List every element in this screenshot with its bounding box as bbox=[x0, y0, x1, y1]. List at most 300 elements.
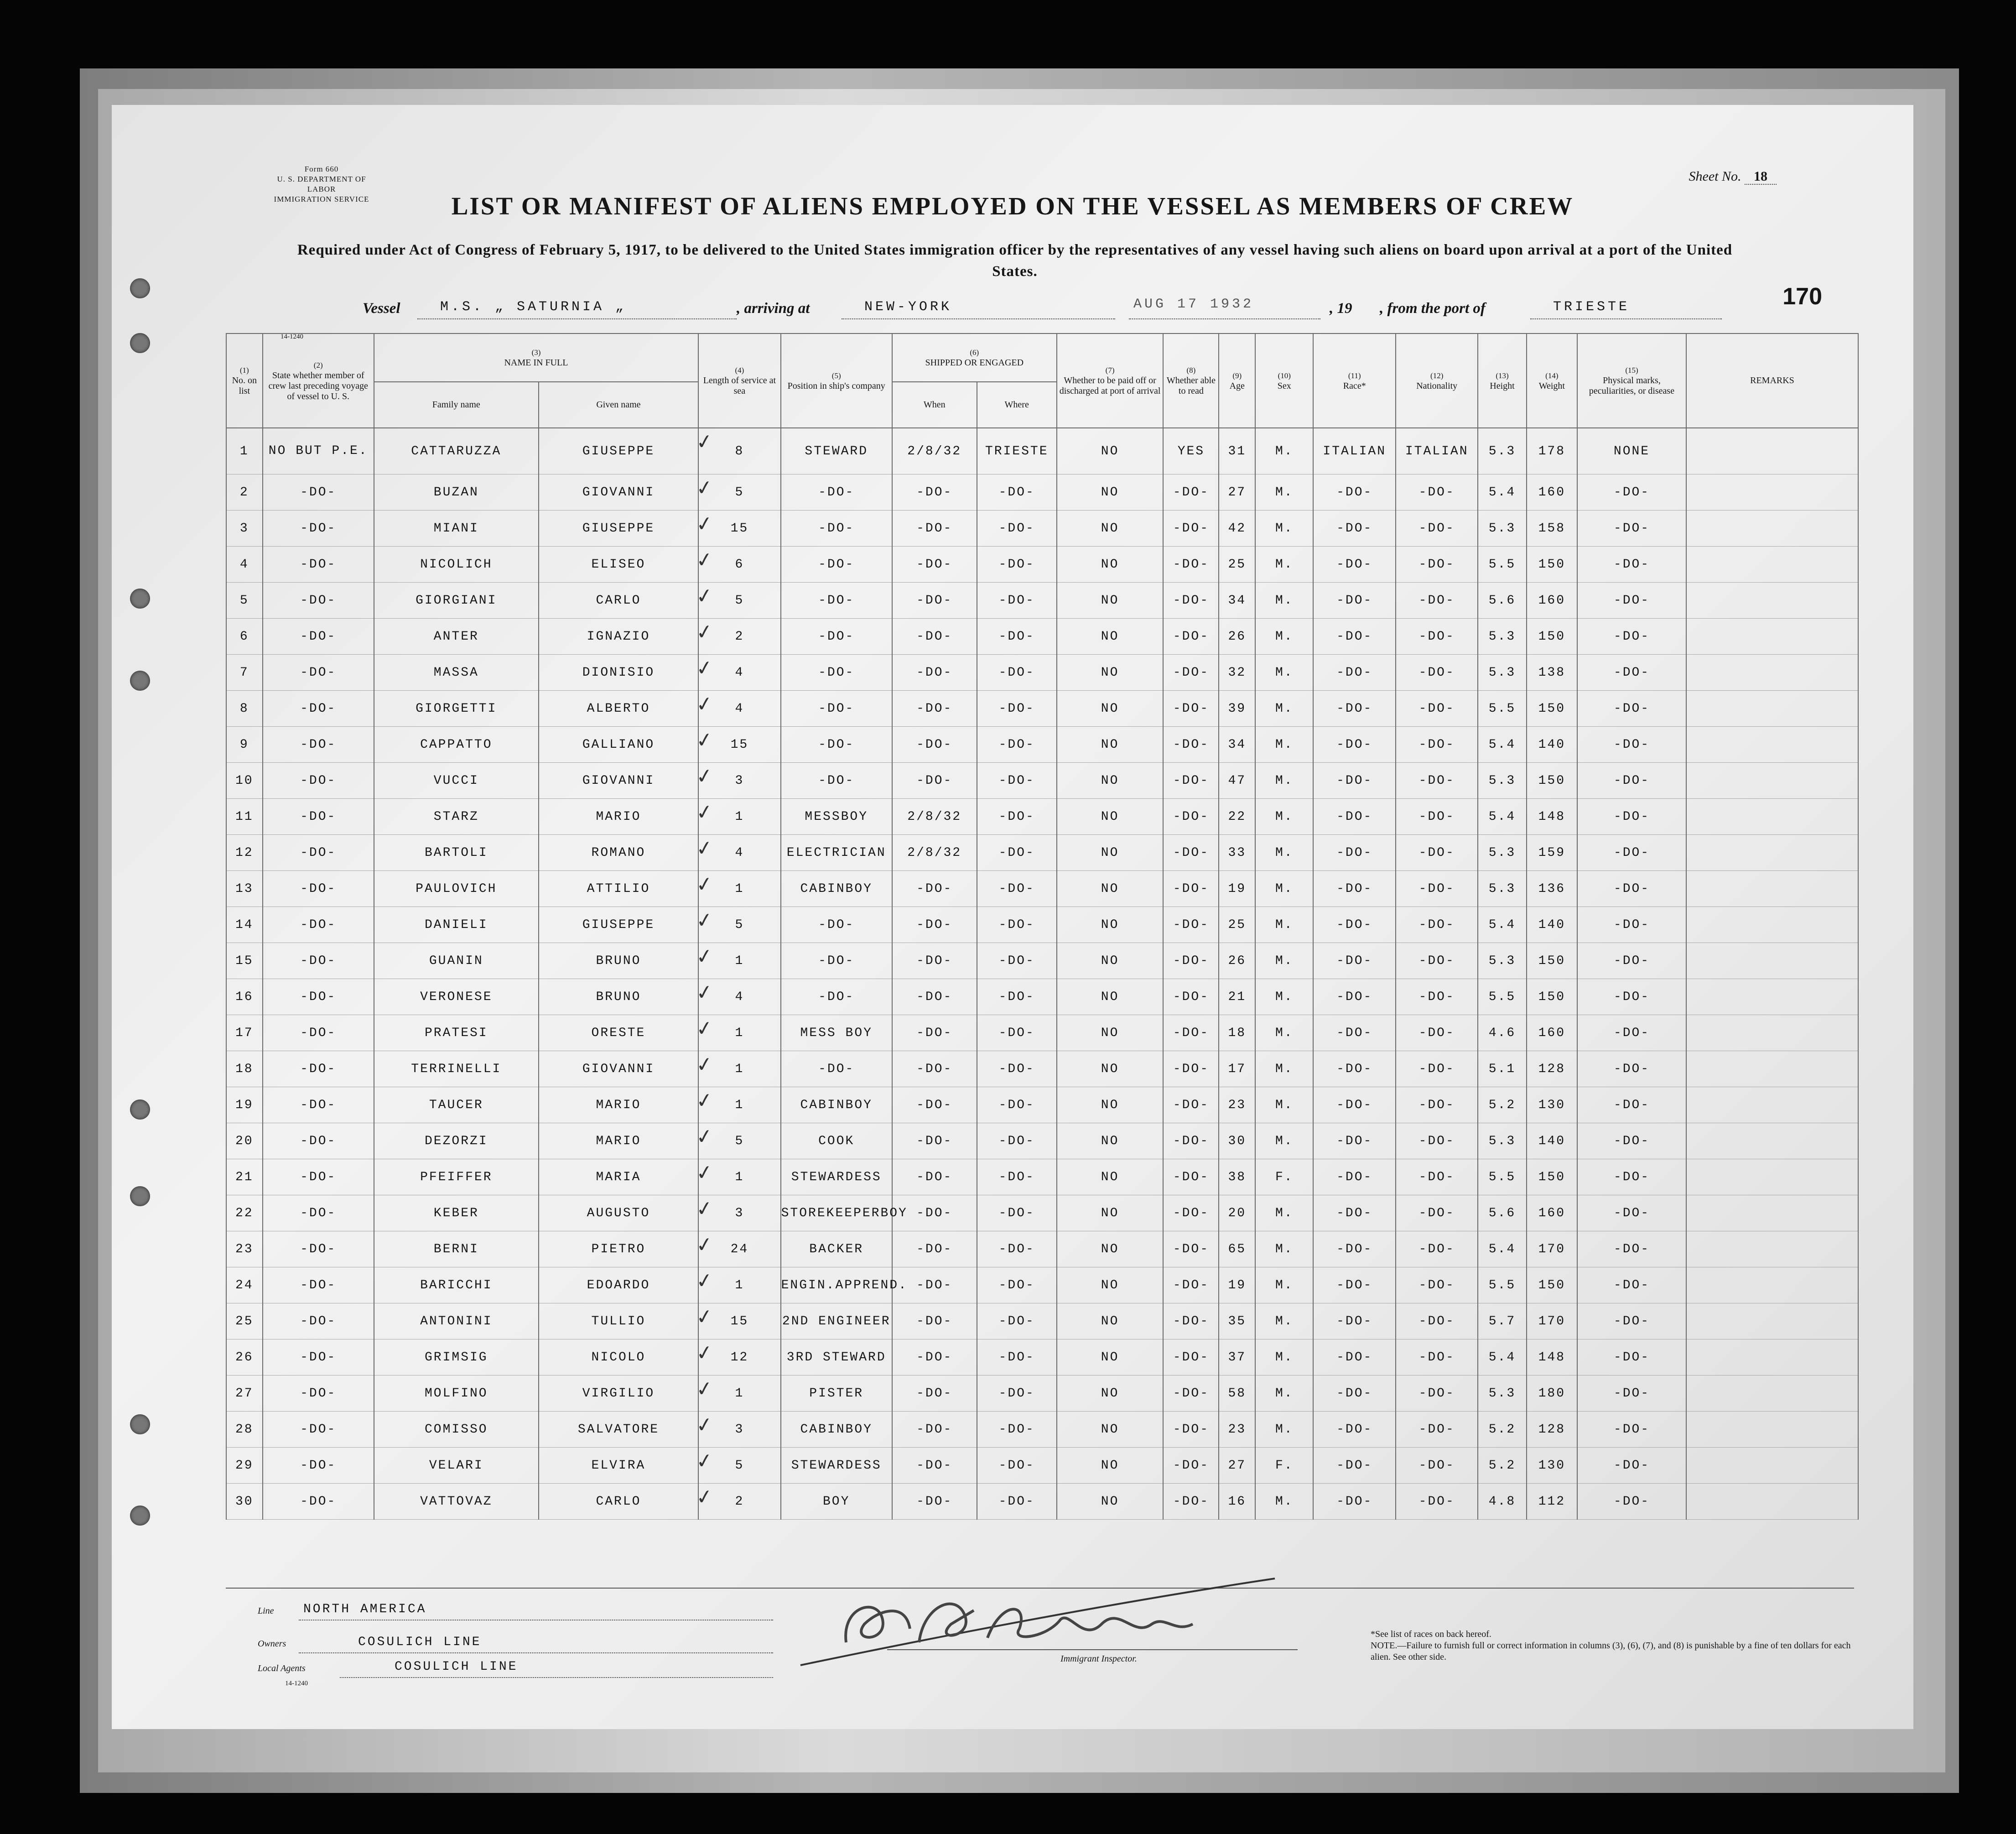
cell-nationality: -DO- bbox=[1396, 1231, 1478, 1267]
cell-given: EDOARDO bbox=[539, 1267, 698, 1303]
table-row bbox=[226, 907, 1858, 943]
cell-nationality: ITALIAN bbox=[1396, 428, 1478, 474]
table-row bbox=[226, 691, 1858, 727]
check-mark-icon: ✓ bbox=[694, 429, 716, 455]
cell-position: STEWARDESS bbox=[781, 1159, 892, 1195]
cell-paid: NO bbox=[1057, 655, 1164, 691]
cell-family: MOLFINO bbox=[374, 1376, 539, 1412]
col-header-service: (4) Length of service at sea bbox=[698, 333, 780, 428]
cell-sex: M. bbox=[1255, 474, 1313, 511]
cell-height: 5.3 bbox=[1478, 1376, 1526, 1412]
cell-read: -DO- bbox=[1163, 763, 1219, 799]
cell-where: -DO- bbox=[977, 1195, 1057, 1231]
cell-when: -DO- bbox=[892, 943, 977, 979]
col-header-name: (3) NAME IN FULL bbox=[374, 333, 698, 382]
cell-position: PISTER bbox=[781, 1376, 892, 1412]
cell-position: -DO- bbox=[781, 583, 892, 619]
cell-when: -DO- bbox=[892, 1195, 977, 1231]
check-mark-icon: ✓ bbox=[694, 655, 716, 681]
cell-age: 27 bbox=[1219, 474, 1255, 511]
cell-when: -DO- bbox=[892, 691, 977, 727]
cell-no: 29 bbox=[226, 1448, 263, 1484]
cell-height: 5.3 bbox=[1478, 763, 1526, 799]
cell-weight: 136 bbox=[1527, 871, 1577, 907]
cell-family: GIORGIANI bbox=[374, 583, 539, 619]
cell-sex: M. bbox=[1255, 727, 1313, 763]
cell-remarks bbox=[1686, 871, 1858, 907]
cell-paid: NO bbox=[1057, 1159, 1164, 1195]
table-row bbox=[226, 1015, 1858, 1051]
cell-when: -DO- bbox=[892, 1484, 977, 1520]
cell-family: VERONESE bbox=[374, 979, 539, 1015]
cell-weight: 160 bbox=[1527, 583, 1577, 619]
cell-family: VUCCI bbox=[374, 763, 539, 799]
cell-when: -DO- bbox=[892, 871, 977, 907]
cell-given: GIOVANNI bbox=[539, 474, 698, 511]
cell-prev: -DO- bbox=[263, 979, 374, 1015]
cell-remarks bbox=[1686, 428, 1858, 474]
cell-remarks bbox=[1686, 727, 1858, 763]
note-races: *See list of races on back hereof. bbox=[1371, 1629, 1491, 1639]
cell-nationality: -DO- bbox=[1396, 583, 1478, 619]
cell-given: MARIO bbox=[539, 1123, 698, 1159]
cell-height: 5.6 bbox=[1478, 1195, 1526, 1231]
check-mark-icon: ✓ bbox=[694, 980, 716, 1006]
cell-prev: -DO- bbox=[263, 799, 374, 835]
cell-given: AUGUSTO bbox=[539, 1195, 698, 1231]
page-title: LIST OR MANIFEST OF ALIENS EMPLOYED ON THE VESSEL AS MEMBERS OF CREW bbox=[451, 192, 1574, 220]
cell-read: -DO- bbox=[1163, 511, 1219, 547]
cell-height: 5.3 bbox=[1478, 619, 1526, 655]
cell-service: 2 ✓ bbox=[698, 619, 780, 655]
cell-sex: M. bbox=[1255, 583, 1313, 619]
cell-family: TAUCER bbox=[374, 1087, 539, 1123]
cell-weight: 150 bbox=[1527, 763, 1577, 799]
cell-sex: M. bbox=[1255, 691, 1313, 727]
cell-sex: M. bbox=[1255, 1123, 1313, 1159]
cell-prev: -DO- bbox=[263, 763, 374, 799]
cell-remarks bbox=[1686, 619, 1858, 655]
cell-age: 27 bbox=[1219, 1448, 1255, 1484]
cell-service: 1 ✓ bbox=[698, 1159, 780, 1195]
cell-remarks bbox=[1686, 1303, 1858, 1339]
cell-nationality: -DO- bbox=[1396, 1412, 1478, 1448]
cell-service: 5 ✓ bbox=[698, 1123, 780, 1159]
cell-where: -DO- bbox=[977, 1303, 1057, 1339]
cell-remarks bbox=[1686, 1051, 1858, 1087]
cell-paid: NO bbox=[1057, 1195, 1164, 1231]
cell-family: ANTONINI bbox=[374, 1303, 539, 1339]
cell-age: 19 bbox=[1219, 1267, 1255, 1303]
binder-hole bbox=[130, 1414, 150, 1434]
cell-paid: NO bbox=[1057, 1303, 1164, 1339]
cell-remarks bbox=[1686, 1448, 1858, 1484]
cell-height: 5.3 bbox=[1478, 428, 1526, 474]
check-mark-icon: ✓ bbox=[694, 1340, 716, 1366]
cell-age: 17 bbox=[1219, 1051, 1255, 1087]
cell-paid: NO bbox=[1057, 943, 1164, 979]
cell-family: GRIMSIG bbox=[374, 1339, 539, 1376]
cell-nationality: -DO- bbox=[1396, 691, 1478, 727]
check-mark-icon: ✓ bbox=[694, 1232, 716, 1258]
cell-where: -DO- bbox=[977, 691, 1057, 727]
cell-service: 4 ✓ bbox=[698, 979, 780, 1015]
cell-no: 12 bbox=[226, 835, 263, 871]
check-mark-icon: ✓ bbox=[694, 1088, 716, 1114]
cell-age: 47 bbox=[1219, 763, 1255, 799]
cell-where: -DO- bbox=[977, 1231, 1057, 1267]
cell-nationality: -DO- bbox=[1396, 763, 1478, 799]
cell-remarks bbox=[1686, 1339, 1858, 1376]
cell-weight: 159 bbox=[1527, 835, 1577, 871]
cell-age: 20 bbox=[1219, 1195, 1255, 1231]
cell-marks: -DO- bbox=[1577, 1051, 1686, 1087]
cell-no: 28 bbox=[226, 1412, 263, 1448]
cell-age: 25 bbox=[1219, 907, 1255, 943]
cell-age: 16 bbox=[1219, 1484, 1255, 1520]
cell-position: -DO- bbox=[781, 474, 892, 511]
cell-no: 30 bbox=[226, 1484, 263, 1520]
cell-sex: M. bbox=[1255, 1231, 1313, 1267]
cell-given: IGNAZIO bbox=[539, 619, 698, 655]
cell-where: -DO- bbox=[977, 547, 1057, 583]
cell-height: 5.5 bbox=[1478, 691, 1526, 727]
cell-height: 5.3 bbox=[1478, 1123, 1526, 1159]
cell-position: -DO- bbox=[781, 763, 892, 799]
cell-read: -DO- bbox=[1163, 547, 1219, 583]
cell-read: -DO- bbox=[1163, 1051, 1219, 1087]
cell-no: 17 bbox=[226, 1015, 263, 1051]
form-code-bottom: 14-1240 bbox=[285, 1680, 308, 1687]
table-row bbox=[226, 428, 1858, 474]
cell-prev: -DO- bbox=[263, 1376, 374, 1412]
table-row bbox=[226, 619, 1858, 655]
cell-service: 8 ✓ bbox=[698, 428, 780, 474]
footer-agents-value: COSULICH LINE bbox=[395, 1660, 518, 1674]
col-header-age: (9) Age bbox=[1219, 333, 1255, 428]
cell-service: 3 ✓ bbox=[698, 1195, 780, 1231]
cell-no: 14 bbox=[226, 907, 263, 943]
cell-race: -DO- bbox=[1313, 763, 1395, 799]
cell-read: -DO- bbox=[1163, 907, 1219, 943]
cell-marks: -DO- bbox=[1577, 1195, 1686, 1231]
table-row bbox=[226, 1159, 1858, 1195]
cell-service: 4 ✓ bbox=[698, 655, 780, 691]
cell-read: -DO- bbox=[1163, 871, 1219, 907]
cell-when: -DO- bbox=[892, 1376, 977, 1412]
cell-when: -DO- bbox=[892, 1448, 977, 1484]
cell-position: -DO- bbox=[781, 655, 892, 691]
cell-marks: -DO- bbox=[1577, 835, 1686, 871]
cell-when: -DO- bbox=[892, 1231, 977, 1267]
cell-no: 21 bbox=[226, 1159, 263, 1195]
cell-paid: NO bbox=[1057, 1123, 1164, 1159]
cell-weight: 150 bbox=[1527, 979, 1577, 1015]
table-row bbox=[226, 474, 1858, 511]
cell-race: -DO- bbox=[1313, 1087, 1395, 1123]
cell-family: MASSA bbox=[374, 655, 539, 691]
cell-paid: NO bbox=[1057, 1087, 1164, 1123]
cell-no: 9 bbox=[226, 727, 263, 763]
cell-no: 27 bbox=[226, 1376, 263, 1412]
cell-race: -DO- bbox=[1313, 1195, 1395, 1231]
cell-marks: -DO- bbox=[1577, 1159, 1686, 1195]
cell-race: -DO- bbox=[1313, 1267, 1395, 1303]
cell-sex: M. bbox=[1255, 835, 1313, 871]
cell-paid: NO bbox=[1057, 619, 1164, 655]
cell-sex: M. bbox=[1255, 907, 1313, 943]
cell-when: 2/8/32 bbox=[892, 799, 977, 835]
col-header-number: (1) No. on list bbox=[226, 333, 263, 428]
cell-service: 15 ✓ bbox=[698, 1303, 780, 1339]
cell-race: -DO- bbox=[1313, 1051, 1395, 1087]
cell-given: DIONISIO bbox=[539, 655, 698, 691]
cell-service: 5 ✓ bbox=[698, 583, 780, 619]
cell-position: ENGIN.APPREND. bbox=[781, 1267, 892, 1303]
cell-weight: 150 bbox=[1527, 1267, 1577, 1303]
cell-marks: -DO- bbox=[1577, 655, 1686, 691]
cell-family: BUZAN bbox=[374, 474, 539, 511]
cell-weight: 178 bbox=[1527, 428, 1577, 474]
cell-when: -DO- bbox=[892, 1412, 977, 1448]
cell-race: -DO- bbox=[1313, 979, 1395, 1015]
cell-race: -DO- bbox=[1313, 907, 1395, 943]
cell-given: GALLIANO bbox=[539, 727, 698, 763]
footer-owners-label: Owners bbox=[258, 1639, 286, 1649]
cell-paid: NO bbox=[1057, 871, 1164, 907]
cell-where: -DO- bbox=[977, 799, 1057, 835]
col-header-position: (5) Position in ship's company bbox=[781, 333, 892, 428]
cell-sex: M. bbox=[1255, 1015, 1313, 1051]
inspector-label: Immigrant Inspector. bbox=[1060, 1654, 1137, 1664]
check-mark-icon: ✓ bbox=[694, 691, 716, 717]
cell-where: -DO- bbox=[977, 1087, 1057, 1123]
cell-race: -DO- bbox=[1313, 1231, 1395, 1267]
cell-paid: NO bbox=[1057, 1051, 1164, 1087]
cell-weight: 160 bbox=[1527, 1015, 1577, 1051]
cell-age: 25 bbox=[1219, 547, 1255, 583]
cell-family: DANIELI bbox=[374, 907, 539, 943]
cell-position: BOY bbox=[781, 1484, 892, 1520]
cell-nationality: -DO- bbox=[1396, 1123, 1478, 1159]
cell-remarks bbox=[1686, 691, 1858, 727]
cell-sex: F. bbox=[1255, 1159, 1313, 1195]
cell-where: -DO- bbox=[977, 1051, 1057, 1087]
cell-sex: M. bbox=[1255, 763, 1313, 799]
table-row bbox=[226, 1195, 1858, 1231]
cell-no: 24 bbox=[226, 1267, 263, 1303]
cell-where: -DO- bbox=[977, 511, 1057, 547]
cell-race: -DO- bbox=[1313, 1123, 1395, 1159]
cell-age: 23 bbox=[1219, 1412, 1255, 1448]
cell-sex: M. bbox=[1255, 1051, 1313, 1087]
cell-no: 7 bbox=[226, 655, 263, 691]
table-row bbox=[226, 1303, 1858, 1339]
cell-remarks bbox=[1686, 511, 1858, 547]
cell-height: 5.4 bbox=[1478, 474, 1526, 511]
col-header-height: (13) Height bbox=[1478, 333, 1526, 428]
cell-family: NICOLICH bbox=[374, 547, 539, 583]
table-row bbox=[226, 1484, 1858, 1520]
check-mark-icon: ✓ bbox=[694, 1376, 716, 1402]
cell-race: -DO- bbox=[1313, 1376, 1395, 1412]
cell-marks: -DO- bbox=[1577, 691, 1686, 727]
cell-no: 20 bbox=[226, 1123, 263, 1159]
cell-height: 5.5 bbox=[1478, 1159, 1526, 1195]
cell-sex: M. bbox=[1255, 1339, 1313, 1376]
cell-age: 34 bbox=[1219, 727, 1255, 763]
check-mark-icon: ✓ bbox=[694, 511, 716, 537]
cell-paid: NO bbox=[1057, 1339, 1164, 1376]
cell-given: ATTILIO bbox=[539, 871, 698, 907]
cell-where: -DO- bbox=[977, 979, 1057, 1015]
cell-weight: 180 bbox=[1527, 1376, 1577, 1412]
check-mark-icon: ✓ bbox=[694, 1196, 716, 1222]
check-mark-icon: ✓ bbox=[694, 475, 716, 501]
col-header-race: (11) Race* bbox=[1313, 333, 1395, 428]
cell-remarks bbox=[1686, 979, 1858, 1015]
cell-given: MARIA bbox=[539, 1159, 698, 1195]
cell-read: -DO- bbox=[1163, 1267, 1219, 1303]
col-header-when: When bbox=[892, 382, 977, 428]
sheet-number bbox=[1689, 169, 1777, 184]
cell-read: -DO- bbox=[1163, 1087, 1219, 1123]
cell-given: GIUSEPPE bbox=[539, 511, 698, 547]
cell-given: BRUNO bbox=[539, 979, 698, 1015]
cell-given: MARIO bbox=[539, 799, 698, 835]
table-row bbox=[226, 1376, 1858, 1412]
cell-marks: -DO- bbox=[1577, 1484, 1686, 1520]
cell-height: 5.2 bbox=[1478, 1087, 1526, 1123]
check-mark-icon: ✓ bbox=[694, 583, 716, 609]
cell-nationality: -DO- bbox=[1396, 1015, 1478, 1051]
cell-paid: NO bbox=[1057, 1231, 1164, 1267]
cell-where: -DO- bbox=[977, 943, 1057, 979]
cell-position: 3RD STEWARD bbox=[781, 1339, 892, 1376]
check-mark-icon: ✓ bbox=[694, 1412, 716, 1438]
cell-nationality: -DO- bbox=[1396, 907, 1478, 943]
cell-where: -DO- bbox=[977, 835, 1057, 871]
cell-when: -DO- bbox=[892, 474, 977, 511]
cell-sex: M. bbox=[1255, 979, 1313, 1015]
col-header-remarks: REMARKS bbox=[1686, 333, 1858, 428]
cell-paid: NO bbox=[1057, 511, 1164, 547]
cell-age: 42 bbox=[1219, 511, 1255, 547]
form-service: IMMIGRATION SERVICE bbox=[274, 195, 369, 203]
cell-nationality: -DO- bbox=[1396, 727, 1478, 763]
cell-height: 5.6 bbox=[1478, 583, 1526, 619]
cell-where: -DO- bbox=[977, 474, 1057, 511]
cell-where: -DO- bbox=[977, 763, 1057, 799]
cell-age: 30 bbox=[1219, 1123, 1255, 1159]
cell-service: 1 ✓ bbox=[698, 1087, 780, 1123]
cell-prev: -DO- bbox=[263, 511, 374, 547]
cell-where: TRIESTE bbox=[977, 428, 1057, 474]
cell-paid: NO bbox=[1057, 547, 1164, 583]
cell-given: ORESTE bbox=[539, 1015, 698, 1051]
cell-sex: M. bbox=[1255, 1412, 1313, 1448]
cell-height: 5.4 bbox=[1478, 907, 1526, 943]
cell-where: -DO- bbox=[977, 1159, 1057, 1195]
check-mark-icon: ✓ bbox=[694, 1268, 716, 1294]
col-header-physical-marks: (15) Physical marks, peculiarities, or disease bbox=[1577, 333, 1686, 428]
cell-family: STARZ bbox=[374, 799, 539, 835]
arrival-date-stamp: AUG 17 1932 bbox=[1133, 297, 1254, 312]
cell-position: MESS BOY bbox=[781, 1015, 892, 1051]
cell-paid: NO bbox=[1057, 727, 1164, 763]
cell-given: ROMANO bbox=[539, 835, 698, 871]
cell-service: 15 ✓ bbox=[698, 511, 780, 547]
cell-paid: NO bbox=[1057, 428, 1164, 474]
cell-position: ELECTRICIAN bbox=[781, 835, 892, 871]
cell-read: -DO- bbox=[1163, 619, 1219, 655]
cell-race: -DO- bbox=[1313, 474, 1395, 511]
cell-service: 15 ✓ bbox=[698, 727, 780, 763]
cell-nationality: -DO- bbox=[1396, 835, 1478, 871]
cell-marks: -DO- bbox=[1577, 943, 1686, 979]
cell-family: GIORGETTI bbox=[374, 691, 539, 727]
table-row bbox=[226, 1087, 1858, 1123]
cell-nationality: -DO- bbox=[1396, 871, 1478, 907]
cell-read: -DO- bbox=[1163, 1015, 1219, 1051]
cell-nationality: -DO- bbox=[1396, 1087, 1478, 1123]
cell-given: CARLO bbox=[539, 583, 698, 619]
cell-where: -DO- bbox=[977, 583, 1057, 619]
cell-nationality: -DO- bbox=[1396, 1195, 1478, 1231]
cell-marks: -DO- bbox=[1577, 1376, 1686, 1412]
cell-weight: 130 bbox=[1527, 1448, 1577, 1484]
cell-position: CABINBOY bbox=[781, 871, 892, 907]
year-label: , 19 bbox=[1330, 300, 1352, 317]
form-number: Form 660 bbox=[304, 165, 339, 173]
cell-given: GIUSEPPE bbox=[539, 907, 698, 943]
table-row bbox=[226, 655, 1858, 691]
cell-service: 6 ✓ bbox=[698, 547, 780, 583]
cell-height: 5.5 bbox=[1478, 547, 1526, 583]
cell-race: -DO- bbox=[1313, 1412, 1395, 1448]
cell-weight: 160 bbox=[1527, 1195, 1577, 1231]
cell-marks: -DO- bbox=[1577, 799, 1686, 835]
table-row bbox=[226, 511, 1858, 547]
cell-position: STOREKEEPERBOY bbox=[781, 1195, 892, 1231]
binder-hole bbox=[130, 278, 150, 298]
cell-weight: 150 bbox=[1527, 1159, 1577, 1195]
sheet-number-value: 18 bbox=[1745, 169, 1777, 185]
cell-remarks bbox=[1686, 1015, 1858, 1051]
cell-when: -DO- bbox=[892, 1123, 977, 1159]
cell-read: -DO- bbox=[1163, 1231, 1219, 1267]
cell-weight: 150 bbox=[1527, 943, 1577, 979]
cell-remarks bbox=[1686, 1267, 1858, 1303]
cell-no: 4 bbox=[226, 547, 263, 583]
cell-service: 3 ✓ bbox=[698, 1412, 780, 1448]
cell-read: -DO- bbox=[1163, 1339, 1219, 1376]
cell-where: -DO- bbox=[977, 655, 1057, 691]
cell-weight: 140 bbox=[1527, 727, 1577, 763]
cell-remarks bbox=[1686, 1376, 1858, 1412]
cell-position: -DO- bbox=[781, 511, 892, 547]
cell-marks: -DO- bbox=[1577, 1267, 1686, 1303]
cell-remarks bbox=[1686, 943, 1858, 979]
cell-race: -DO- bbox=[1313, 691, 1395, 727]
page-number: 170 bbox=[1782, 283, 1822, 310]
cell-paid: NO bbox=[1057, 474, 1164, 511]
cell-weight: 148 bbox=[1527, 799, 1577, 835]
cell-family: GUANIN bbox=[374, 943, 539, 979]
cell-service: 5 ✓ bbox=[698, 1448, 780, 1484]
cell-where: -DO- bbox=[977, 1339, 1057, 1376]
cell-height: 5.3 bbox=[1478, 655, 1526, 691]
